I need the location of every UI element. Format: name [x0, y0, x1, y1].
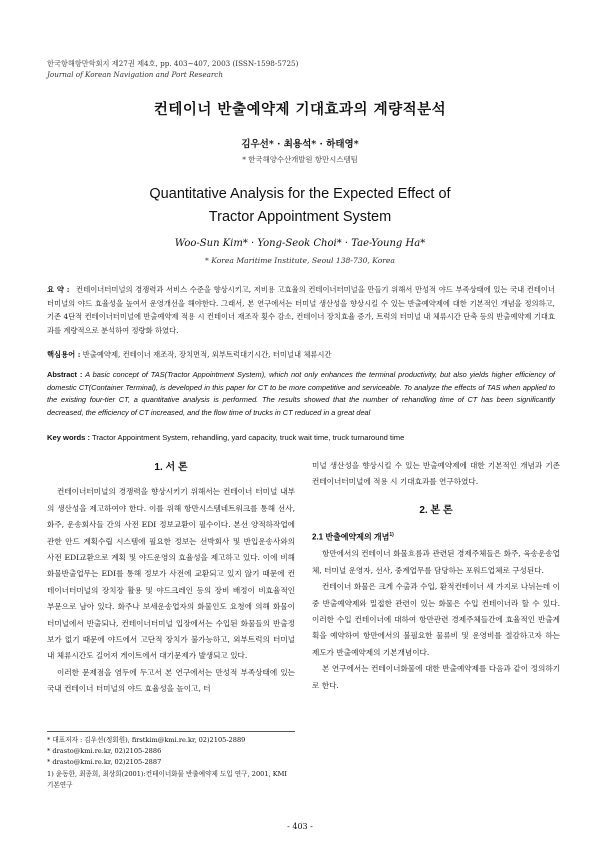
subsection-2-1-heading	[312, 527, 560, 546]
keywords-ko-text: 반출예약제, 컨테이너 재조작, 장치면적, 외부트럭대기시간, 터미널내 체류시간	[82, 350, 332, 359]
section-1-continued: 미널 생산성을 향상시킬 수 있는 반출예약제에 대한 기본적인 개념과 기존 컨테이너터미널에 적용 시 기대효과를 연구하였다.	[312, 461, 560, 487]
affiliation-ko: * 한국해양수산개발원 항만시스템팀	[242, 155, 358, 164]
abstract-en-label: Abstract :	[47, 370, 83, 379]
footnote-1: * 대표저자 : 김우선(정회원), firstkim@kmi.re.kr, 02)2105-2889	[47, 736, 246, 744]
section-1-paragraph-1: 컨테이너터미널의 경쟁력을 향상시키기 위해서는 컨테이너 터미널 내부의 생산성을 제고하여야 한다. 이를 위해 항만시스템네트워크를 통해 선사, 화주, 운송회사들 간의 사전 EDI 정보교환이 필수이다. 본선 양적하작업에 관한 안드 계획수립 시스템에 필요한 정보는 선박회사 및 반입운송사와의 사전 EDI교환으로 계획 및 야드운영의 효율성을 제고하고 있다. 이에 비해 화물반출업무는 EDI를 통해 정보가 사전에 교환되고 있지 않기 때문에 컨테이너터미널의 장치장 활용 및 야드크레인 등의 장비 배정이 비효율적인 부문으로 남아 있다. 화주나 보세운송업자의 화물인도 요청에 의해 화물이 터미널에서 반출되나, 컨테이너터미널 입장에서는 수입된 화물들의 반출정보가 없기 때문에 야드에서 고단적 장치가 불가능하고, 외부트럭의 터미널 내 체류시간도 길어져 게이트에서 대기문제가 발생되고 있다.	[47, 487, 295, 661]
journal-citation-ko: 한국항해항만학회지 제27권 제4호, pp. 403~407, 2003 (ISSN-1598-5725)	[47, 59, 299, 68]
paper-title-ko: 컨테이너 반출예약제 기대효과의 계량적분석	[153, 101, 447, 118]
left-column	[47, 460, 295, 698]
keywords-ko-label: 핵심용어 :	[47, 350, 81, 359]
footnote-3: * drasto@kmi.re.kr, 02)2105-2887	[47, 758, 162, 767]
section-2-heading: 2. 본 론	[419, 504, 453, 516]
keywords-en-label: Key words :	[47, 433, 91, 442]
abstract-ko-label: 요 약 :	[47, 285, 70, 294]
paper-title-en	[0, 183, 600, 229]
section-1-paragraph-2: 이러한 문제점을 염두에 두고서 본 연구에서는 만성적 부족상태에 있는 국내 컨테이너 터미널의 야드 효율성을 높이고, 터	[47, 667, 295, 694]
title-en-line2: Tractor Appointment System	[208, 209, 392, 225]
page-number: - 403 -	[287, 822, 313, 831]
abstract-ko	[47, 283, 555, 337]
journal-header	[47, 58, 298, 80]
keywords-en	[47, 433, 555, 442]
section-2-paragraph-1: 항만에서의 컨테이너 화물흐름과 관련된 경제주체들은 화주, 육송운송업체, 터미널 운영자, 선사, 중계업무를 담당하는 포워드업체로 구성된다.	[312, 549, 560, 575]
section-1-heading: 1. 서 론	[154, 462, 188, 473]
keywords-ko	[47, 350, 555, 360]
footnotes	[47, 731, 295, 791]
abstract-en	[47, 369, 555, 419]
subsection-2-1-title: 2.1 반출예약제의 개념	[312, 532, 390, 542]
abstract-en-text: A basic concept of TAS(Tractor Appointment System), which not only enhances the terminal productivity, but also yields higher efficiency of domestic CT(Container Terminal), is developed in this paper for CT to be more competitive and serviceable. To analyze the effects of TAS when applied to the existing four-tier CT, a quantitative analysis is performed. The results showed that the number of rehandling time of CT has been significantly decreased, the efficiency of CT increased, and the flow time of trucks in CT reduced in a great deal	[47, 370, 555, 417]
affiliation-en: * Korea Maritime Institute, Seoul 138-730, Korea	[205, 256, 395, 265]
section-2-paragraph-2: 컨테이너 화물은 크게 수출과 수입, 환적컨테이너 세 가지로 나뉘는데 이중 반출예약제와 밀접한 관련이 있는 화물은 수입 컨테이너라 할 수 있다. 이러한 수입 컨테이너에 대하여 항만관련 경제주체들간에 효율적인 반출계획을 예약하여 항만에서의 불필요한 물류비 및 운영비를 절감하고자 하는 제도가 반출예약제의 기본개념이다.	[312, 582, 560, 657]
footnote-2: * drasto@kmi.re.kr, 02)2105-2886	[47, 747, 162, 756]
right-column	[312, 458, 560, 694]
footnote-ref: 1)	[389, 532, 394, 539]
journal-name-en: Journal of Korean Navigation and Port Research	[47, 70, 223, 79]
footnote-4: 1) 윤동한, 최종희, 최상희(2001):컨테이너화물 반출예약제 도입 연구, 2001, KMI 기본연구	[47, 769, 287, 789]
keywords-en-text: Tractor Appointment System, rehandling, yard capacity, truck wait time, truck turnaround time	[92, 433, 405, 442]
authors-ko: 김우선* · 최용석* · 하태영*	[241, 139, 359, 150]
section-2-paragraph-3: 본 연구에서는 컨테이너화물에 대한 반출예약제를 다음과 같이 정의하기로 한다.	[312, 664, 560, 690]
authors-en: Woo-Sun Kim* · Yong-Seok Choi* · Tae-Young Ha*	[174, 238, 426, 249]
title-en-line1: Quantitative Analysis for the Expected Effect of	[149, 186, 451, 202]
abstract-ko-text: 컨테이너터미널의 경쟁력과 서비스 수준을 향상시키고, 저비용 고효율의 컨테이너터미널을 만들기 위해서 만성적 야드 부족상태에 있는 국내 컨테이너 터미널의 야드 효율성을 높여서 운영개선을 해야한다. 그래서, 본 연구에서는 터미널 생산성을 향상시킬 수 있는 반출예약제에 대한 기본적인 개념을 정의하고, 기존 4단적 컨테이너터미널에 반출예약제 적용 시 컨테이너 재조작 횟수 감소, 컨테이너 장치효율 증가, 트럭의 터미널 내 체류시간 단축 등의 반출예약제 기대효과를 계량적으로 분석하여 정량화 하였다.	[47, 285, 556, 335]
